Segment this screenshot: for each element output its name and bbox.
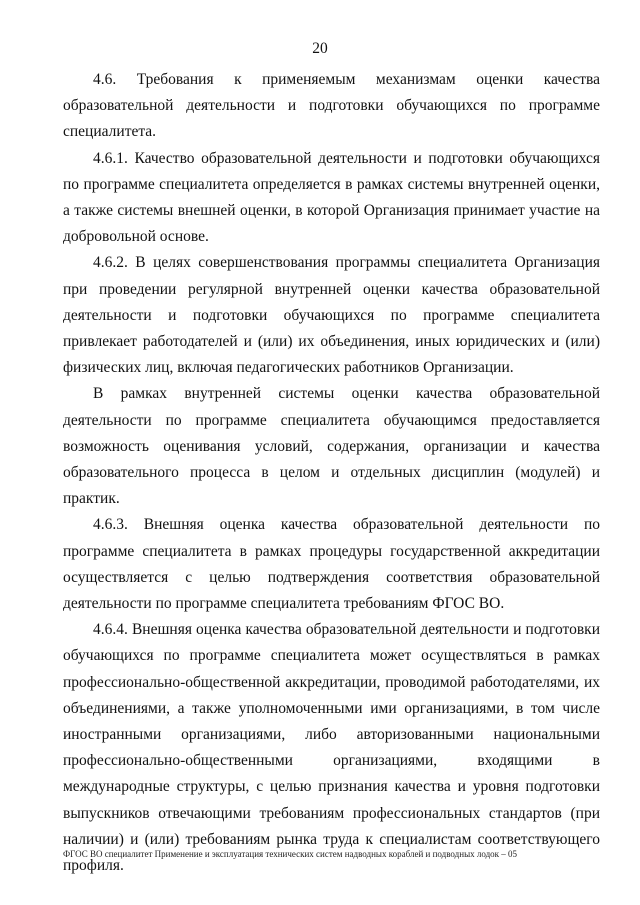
document-body — [63, 67, 600, 879]
section-4-6-3-paragraph: 4.6.3. Внешняя оценка качества образовательной деятельности по программе специалитета в рамках процедуры государственной аккредитации осуществляется с целью подтверждения соответствия образовательной деятельности по программе специалитета требованиям ФГОС ВО. — [63, 516, 600, 613]
section-4-6-4-paragraph: 4.6.4. Внешняя оценка качества образовательной деятельности и подготовки обучающихся по программе специалитета может осуществляться в рамках профессионально-общественной аккредитации, проводимой работодателями, их объединениями, а также уполномоченными ими организациями, в том числе иностранными организациями, либо авторизованными национальными профессионально-общественными организациями, входящими в международные структуры, с целью признания качества и уровня подготовки выпускников отвечающими требованиям профессиональных стандартов (при наличии) и (или) требованиям рынка труда к специалистам соответствующего профиля. — [63, 621, 600, 875]
section-4-6-1-paragraph: 4.6.1. Качество образовательной деятельности и подготовки обучающихся по программе специалитета определяется в рамках системы внутренней оценки, а также системы внешней оценки, в которой Организация принимает участие на добровольной основе. — [63, 149, 600, 246]
section-4-6-2-paragraph: 4.6.2. В целях совершенствования программы специалитета Организация при проведении регулярной внутренней оценки качества образовательной деятельности и подготовки обучающихся по программе специалитета привлекает работодателей и (или) их объединения, иных юридических и (или) физических лиц, включая педагогических работников Организации. — [63, 254, 600, 377]
page-footer: ФГОС ВО специалитет Применение и эксплуатация технических систем надводных кораблей и подводных лодок – 05 — [63, 849, 518, 859]
section-4-6-heading: 4.6. Требования к применяемым механизмам оценки качества образовательной деятельности и подготовки обучающихся по программе специалитета. — [63, 71, 600, 141]
page-number: 20 — [312, 40, 328, 57]
internal-assessment-paragraph: В рамках внутренней системы оценки качества образовательной деятельности по программе специалитета обучающимся предоставляется возможность оценивания условий, содержания, организации и качества образовательного процесса в целом и отдельных дисциплин (модулей) и практик. — [63, 385, 600, 508]
